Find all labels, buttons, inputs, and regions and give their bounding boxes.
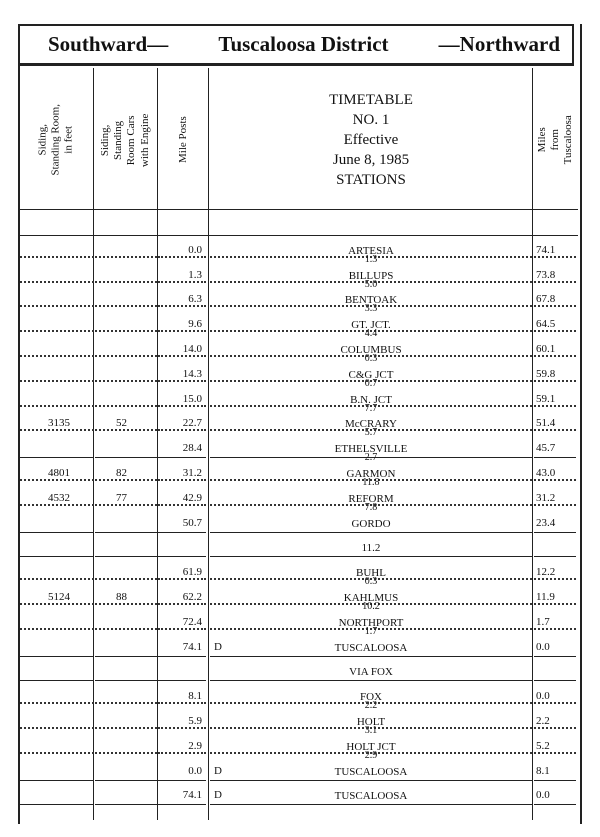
miles-from-tuscaloosa: 60.1 [536,342,556,355]
milepost: 9.6 [188,318,202,331]
miles-from-tuscaloosa: 0.0 [536,789,550,802]
station-mark: D [214,640,222,653]
station-name: TUSCALOOSA [334,641,408,654]
row-rule [20,804,94,805]
row-rule [158,330,206,332]
row-rule [158,628,206,630]
row-rule [20,281,94,283]
distance-between: 5.0 [364,278,378,290]
milepost: 42.9 [182,491,202,504]
row-rule [20,727,94,729]
cars-header [94,72,157,208]
row-rule [534,804,576,805]
distance-between: 2.2 [364,700,378,712]
row-rule [95,479,157,481]
distance-between: 0.3 [364,353,378,364]
timetable-title: TIMETABLE [329,92,413,108]
car-capacity: 88 [116,590,127,603]
siding-header-text: Siding, Standing Room, in feet [36,104,76,176]
station-name: FOX [359,691,382,704]
row-rule [20,380,94,382]
row-rule [534,752,576,754]
milepost: 14.3 [182,367,202,380]
row-rule [534,256,576,258]
milepost: 2.9 [188,739,202,752]
row-rule [95,504,157,506]
station-mark: D [214,764,222,777]
northward-label: —Northward [438,32,560,56]
siding-length: 4801 [48,466,70,479]
station-name: COLUMBUS [340,343,402,356]
row-rule [158,702,206,704]
milepost: 31.2 [182,466,202,479]
timetable-number: NO. 1 [352,112,390,128]
timetable-heading [210,90,532,190]
row-rule [20,256,94,258]
row-rule [95,355,157,357]
miles-from-tuscaloosa: 64.5 [536,318,556,331]
row-rule [534,405,576,407]
station-name: NORTHPORT [338,616,404,629]
row-rule [95,578,157,580]
distance-between: 7.7 [364,402,378,414]
row-rule [20,628,94,630]
miles-from-tuscaloosa: 5.2 [536,739,550,752]
distance-between: 11.8 [362,477,380,488]
siding-length: 3135 [48,417,70,430]
station-name: BUHL [356,567,386,580]
table-row [18,657,578,682]
milepost: 74.1 [182,789,202,802]
car-capacity: 77 [116,491,127,504]
miles-from-tuscaloosa: 2.2 [536,714,550,727]
row-rule [534,702,576,704]
row-rule [95,429,157,431]
siding-header [20,72,93,208]
row-rule [20,603,94,605]
car-capacity: 82 [116,466,127,479]
row-rule [95,628,157,630]
row-rule [95,702,157,704]
row-rule [95,380,157,382]
station-name: BILLUPS [348,269,394,282]
row-rule [534,281,576,283]
row-rule [534,330,576,332]
row-rule [95,305,157,307]
milepost: 0.0 [188,764,202,777]
milepost: 22.7 [182,417,202,430]
row-rule [95,256,157,258]
row-rule [20,305,94,307]
row-rule [158,479,206,481]
milepost: 0.0 [188,243,202,256]
row-rule [158,281,206,283]
row-rule [20,429,94,431]
station-name: BENTOAK [344,294,398,307]
row-rule [95,752,157,754]
row-rule [534,628,576,630]
row-rule [158,752,206,754]
distance-between: 0.7 [364,377,378,389]
row-rule [158,305,206,307]
row-rule [534,727,576,729]
row-rule [210,804,532,805]
station-name: HOLT JCT [346,740,396,753]
milepost: 15.0 [182,392,202,405]
miles-from-tuscaloosa: 8.1 [536,764,550,777]
milepost: 74.1 [182,640,202,653]
station-name: ETHELSVILLE [334,443,408,456]
milepost: 5.9 [188,714,202,727]
miles-from-tuscaloosa: 43.0 [536,466,556,479]
district-title: Tuscaloosa District [218,32,389,56]
row-rule [158,380,206,382]
table-row [18,625,578,657]
row-rule [95,281,157,283]
row-rule [158,578,206,580]
row-rule [534,429,576,431]
station-name: TUSCALOOSA [334,765,408,778]
row-rule [95,603,157,605]
milepost: 72.4 [182,615,202,628]
row-rule [20,330,94,332]
milepost: 14.0 [182,342,202,355]
row-rule [158,429,206,431]
row-rule [158,405,206,407]
station-name: 11.2 [361,542,381,555]
effective-label: Effective [343,132,399,148]
row-rule [534,355,576,357]
row-rule [95,405,157,407]
row-rule [20,702,94,704]
row-rule [158,603,206,605]
station-name: C&G JCT [348,368,394,381]
milepost: 1.3 [188,268,202,281]
miles-from-tuscaloosa: 12.2 [536,566,556,579]
southward-label: Southward— [48,32,169,56]
table-row [18,781,578,806]
miles-from-tuscaloosa: 59.8 [536,367,556,380]
distance-between: 2.7 [364,452,378,464]
miles-from-tuscaloosa: 51.4 [536,417,556,430]
row-rule [158,355,206,357]
station-name: VIA FOX [349,666,393,679]
milepost: 8.1 [188,690,202,703]
row-rule [20,479,94,481]
cars-header-text: Siding, Standing Room Cars with Engine [99,113,151,167]
distance-between: 3.1 [364,725,378,736]
row-rule [20,752,94,754]
miles-from-tuscaloosa: 31.2 [536,491,556,504]
distance-between: 1.7 [364,625,378,637]
distance-between: 10.2 [362,601,380,612]
row-rule [534,504,576,506]
distance-between: 5.7 [364,427,378,439]
station-name: REFORM [348,492,394,505]
milepost: 6.3 [188,293,202,306]
row-rule [534,305,576,307]
distance-between: 4.4 [364,328,378,340]
station-mark: D [214,789,222,802]
station-name: GORDO [351,517,391,530]
milepost: 61.9 [182,566,202,579]
station-name: TUSCALOOSA [334,790,408,803]
miles-from-tuscaloosa: 74.1 [536,243,556,256]
effective-date: June 8, 1985 [332,152,410,168]
row-rule [534,479,576,481]
table-row [18,501,578,533]
row-rule [534,578,576,580]
milepost: 50.7 [182,516,202,529]
row-rule [95,727,157,729]
station-name: GARMON [346,467,396,480]
miles-from-tuscaloosa: 73.8 [536,268,556,281]
distance-between: 7.8 [364,501,378,513]
milepost: 28.4 [182,442,202,455]
miles-from-tuscaloosa: 59.1 [536,392,556,405]
row-rule [534,380,576,382]
miles-from-header-text: Miles from Tuscaloosa [535,115,575,165]
row-rule [158,504,206,506]
row-rule [20,504,94,506]
district-header [18,24,574,66]
miles-from-tuscaloosa: 0.0 [536,690,550,703]
miles-from-header [533,72,578,208]
miles-from-tuscaloosa: 0.0 [536,640,550,653]
stations-heading: STATIONS [336,172,406,188]
header-rule [18,209,578,210]
station-name: B.N. JCT [350,393,392,406]
car-capacity: 52 [116,417,127,430]
siding-length: 5124 [48,590,70,603]
row-rule [20,578,94,580]
station-name: KAHLMUS [343,591,399,604]
row-rule [20,355,94,357]
row-rule [20,405,94,407]
distance-between: 1.3 [364,253,378,265]
station-name: McCRARY [345,418,397,431]
table-row [18,749,578,781]
miles-from-tuscaloosa: 11.9 [536,590,555,603]
row-rule [158,256,206,258]
station-name: HOLT [356,715,386,728]
miles-from-tuscaloosa: 45.7 [536,442,556,455]
miles-from-tuscaloosa: 1.7 [536,615,550,628]
station-name: ARTESIA [348,244,394,257]
miles-from-tuscaloosa: 67.8 [536,293,556,306]
row-rule [95,804,157,805]
row-rule [158,804,206,805]
table-row [18,533,578,558]
station-name: GT. JCT. [351,319,391,332]
distance-between: 2.9 [364,749,378,761]
siding-length: 4532 [48,491,70,504]
distance-between: 0.3 [364,576,378,588]
distance-between: 3.3 [364,303,378,315]
row-rule [534,603,576,605]
mileposts-header-text: Mile Posts [176,116,189,164]
milepost: 62.2 [182,590,202,603]
mileposts-header [158,72,208,208]
row-rule [95,330,157,332]
miles-from-tuscaloosa: 23.4 [536,516,556,529]
row-rule [158,727,206,729]
